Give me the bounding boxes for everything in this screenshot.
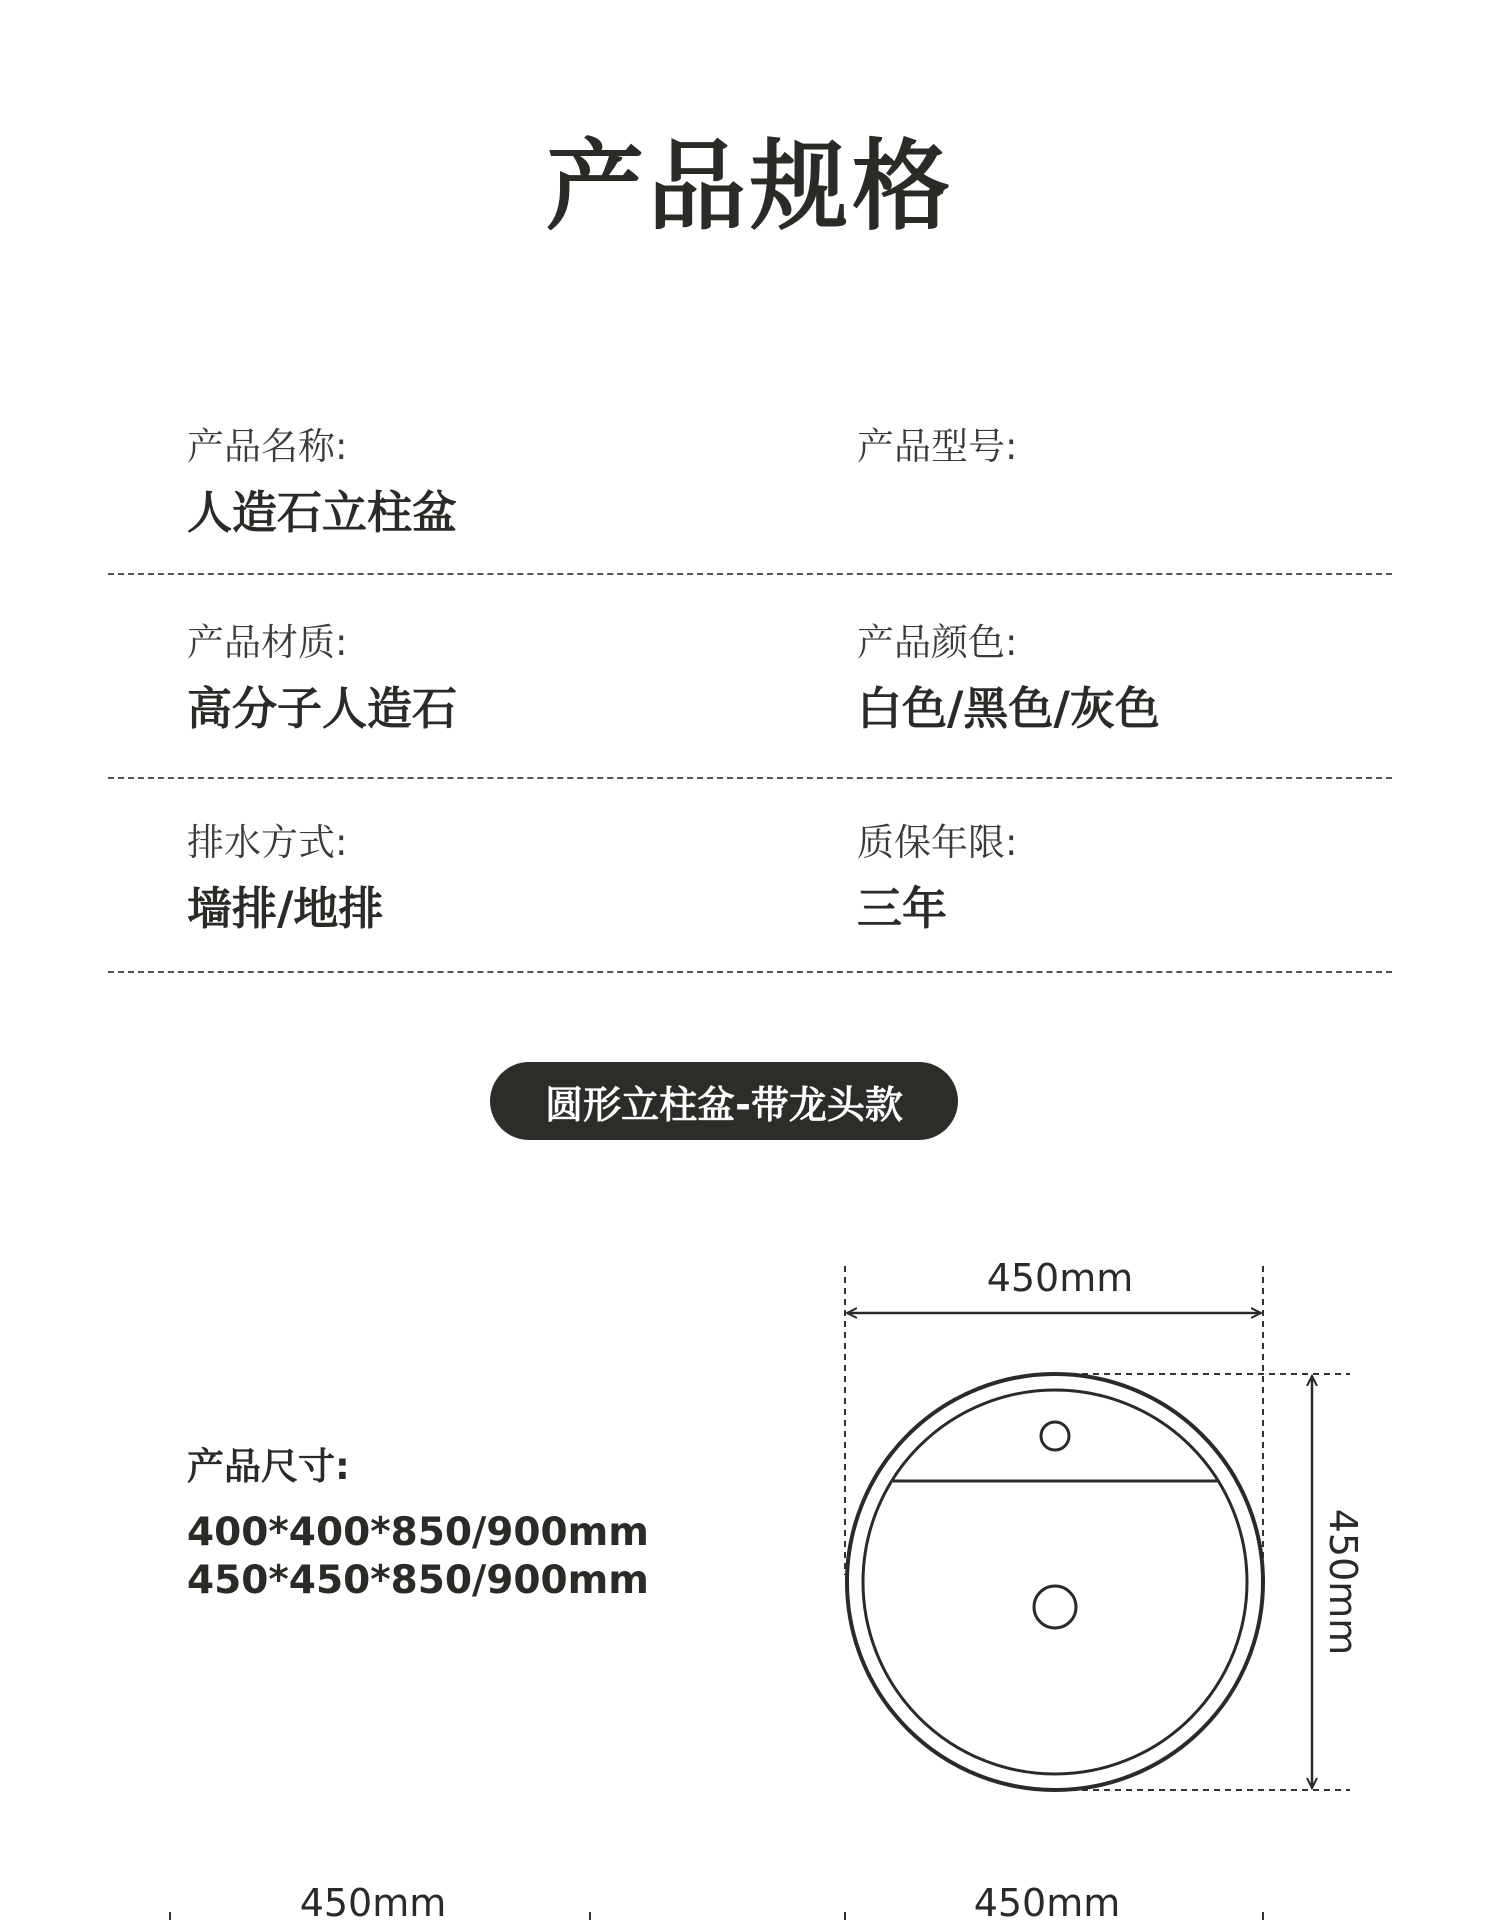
- drain-hole: [1034, 1586, 1076, 1628]
- spec-color-label: 产品颜色:: [857, 621, 1018, 664]
- faucet-hole: [1041, 1422, 1069, 1450]
- spec-drain-value: 墙排/地排: [187, 882, 384, 935]
- size-value: 400*400*850/900mm: [187, 1510, 649, 1555]
- right-height-label: 450mm: [1321, 1508, 1365, 1656]
- section-badge: 圆形立柱盆-带龙头款: [490, 1062, 958, 1140]
- spec-warranty-value: 三年: [857, 882, 948, 935]
- spec-model-label: 产品型号:: [857, 425, 1018, 468]
- bottom-right-width-label: 450mm: [973, 1881, 1121, 1920]
- spec-color-value: 白色/黑色/灰色: [857, 682, 1160, 735]
- spec-material-value: 高分子人造石: [187, 682, 458, 735]
- size-value: 450*450*850/900mm: [187, 1558, 649, 1603]
- spec-material-label: 产品材质:: [187, 621, 348, 664]
- basin-outer-rim: [847, 1374, 1263, 1790]
- basin-inner-rim: [863, 1390, 1247, 1774]
- spec-warranty-label: 质保年限:: [857, 821, 1018, 864]
- size-label: 产品尺寸:: [187, 1445, 350, 1488]
- spec-name-label: 产品名称:: [187, 425, 348, 468]
- spec-drain-label: 排水方式:: [187, 821, 348, 864]
- spec-name-value: 人造石立柱盆: [187, 486, 458, 539]
- top-width-label: 450mm: [986, 1256, 1134, 1300]
- bottom-left-width-label: 450mm: [299, 1881, 447, 1920]
- page-title: 产品规格: [545, 130, 954, 244]
